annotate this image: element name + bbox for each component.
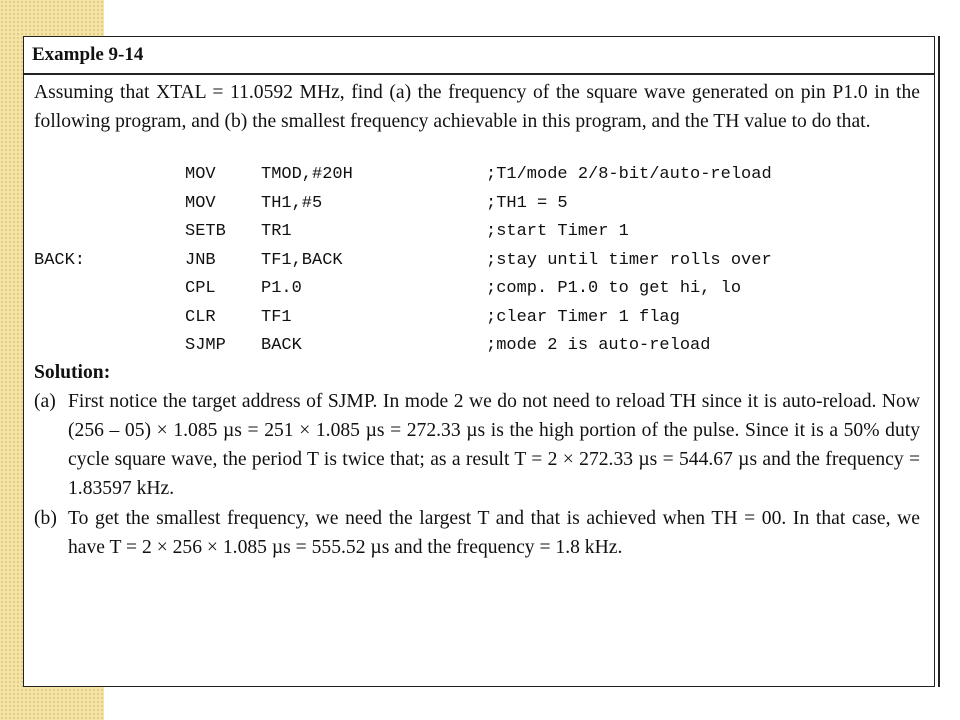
solution-heading: Solution: (34, 361, 111, 383)
code-comment: ;clear Timer 1 flag (486, 307, 680, 327)
code-label (34, 275, 185, 304)
solution-part-a (24, 387, 934, 503)
code-comment: ;start Timer 1 (486, 222, 629, 241)
code-comment: ;mode 2 is auto-reload (486, 336, 711, 355)
code-listing (24, 161, 934, 361)
code-label (34, 332, 185, 361)
part-marker: (a) (34, 390, 56, 412)
code-label (34, 304, 185, 333)
code-operands: TH1,#5 (261, 193, 323, 213)
example-title: Example 9-14 (32, 44, 144, 65)
code-operands: TF1 (261, 307, 292, 327)
code-comment: ;TH1 = 5 (486, 193, 568, 213)
code-label: BACK: (34, 250, 86, 270)
solution-part-b (24, 504, 934, 562)
code-opcode: MOV (185, 165, 216, 184)
code-line (34, 275, 934, 304)
code-operands: TF1,BACK (261, 250, 343, 270)
part-text: To get the smallest frequency, we need the largest T and that is achieved when TH = 00. In that case, we have T = 2 × 256 × 1.085 µs = 555.52 µs and the frequency = 1.8 kHz. (68, 507, 920, 558)
code-label (34, 218, 185, 247)
example-box (23, 36, 935, 687)
part-text: First notice the target address of SJMP. In mode 2 we do not need to reload TH since it is auto-reload. Now (256 – 05) × 1.085 µs = 251 × 1.085 µs = 272.33 µs is the high portion of the pulse. Since it is a 50% duty cycle square wave, the period T is twice that; as a result T = 2 × 272.33 µs = 544.67 µs and the frequency = 1.83597 kHz. (68, 390, 920, 499)
code-opcode: CPL (185, 279, 216, 298)
code-opcode: JNB (185, 250, 216, 270)
code-line (34, 190, 934, 219)
code-label (34, 190, 185, 219)
code-operands: BACK (261, 336, 302, 355)
code-label (34, 161, 185, 190)
code-line (34, 218, 934, 247)
code-operands: P1.0 (261, 279, 302, 298)
example-question: Assuming that XTAL = 11.0592 MHz, find (a) the frequency of the square wave generated on pin P1.0 in the following program, and (b) the smallest frequency achievable in this program, and the TH value to do that. (34, 82, 920, 132)
code-comment: ;stay until timer rolls over (486, 250, 772, 270)
code-comment: ;comp. P1.0 to get hi, lo (486, 279, 742, 298)
code-line (34, 304, 934, 333)
code-line (34, 247, 934, 276)
part-marker: (b) (34, 507, 57, 529)
box-right-rule (938, 36, 940, 687)
code-line (34, 161, 934, 190)
code-comment: ;T1/mode 2/8-bit/auto-reload (486, 165, 772, 184)
code-line (34, 332, 934, 361)
example-header (24, 37, 934, 75)
code-opcode: CLR (185, 307, 216, 327)
code-opcode: MOV (185, 193, 216, 213)
code-operands: TMOD,#20H (261, 165, 353, 184)
code-opcode: SJMP (185, 336, 226, 355)
code-operands: TR1 (261, 222, 292, 241)
code-opcode: SETB (185, 222, 226, 241)
